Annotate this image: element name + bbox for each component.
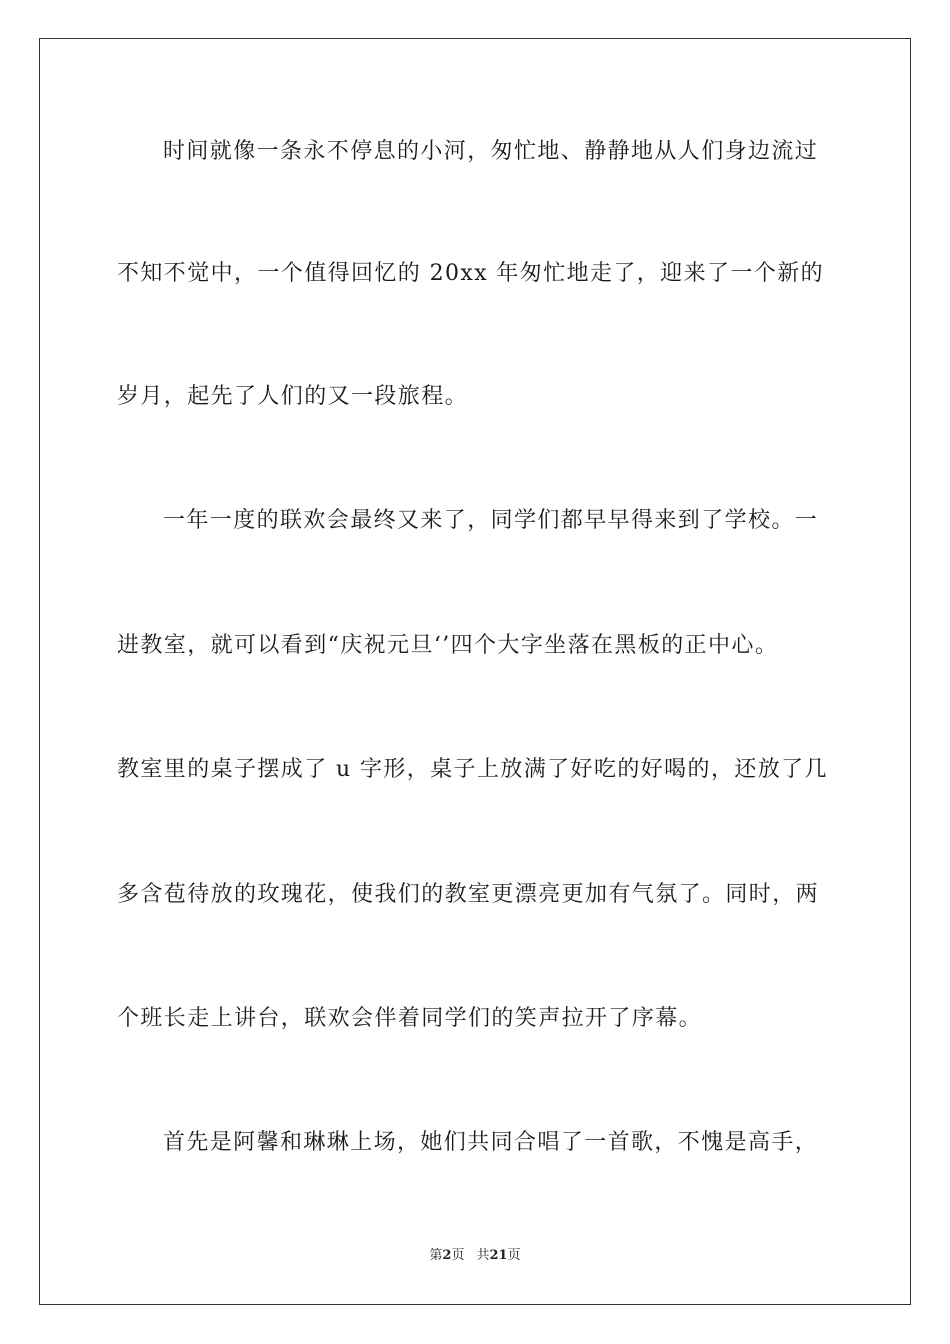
- page-current: 2: [442, 1248, 452, 1263]
- page-suffix: 页: [451, 1248, 465, 1263]
- paragraph-line: 首先是阿馨和琳琳上场，她们共同合唱了一首歌，不愧是高手，: [163, 1130, 819, 1155]
- paragraph-line: 多含苞待放的玫瑰花，使我们的教室更漂亮更加有气氛了。同时，两: [117, 882, 820, 907]
- page-total: 21: [489, 1248, 508, 1263]
- paragraph-line: 时间就像一条永不停息的小河，匆忙地、静静地从人们身边流过: [163, 139, 819, 164]
- total-prefix: 共: [476, 1248, 490, 1263]
- page-border: [39, 38, 911, 1305]
- page-prefix: 第: [429, 1248, 443, 1263]
- paragraph-line: 不知不觉中，一个值得回忆的 20xx 年匆忙地走了，迎来了一个新的: [117, 261, 824, 286]
- page-footer: [0, 1247, 950, 1265]
- total-suffix: 页: [507, 1248, 521, 1263]
- paragraph-line: 岁月，起先了人们的又一段旅程。: [117, 384, 469, 409]
- paragraph-line: 教室里的桌子摆成了 u 字形，桌子上放满了好吃的好喝的，还放了几: [117, 757, 828, 782]
- paragraph-line: 进教室，就可以看到“庆祝元旦‘’四个大字坐落在黑板的正中心。: [117, 633, 779, 658]
- paragraph-line: 一年一度的联欢会最终又来了，同学们都早早得来到了学校。一: [163, 508, 819, 533]
- paragraph-line: 个班长走上讲台，联欢会伴着同学们的笑声拉开了序幕。: [117, 1006, 703, 1031]
